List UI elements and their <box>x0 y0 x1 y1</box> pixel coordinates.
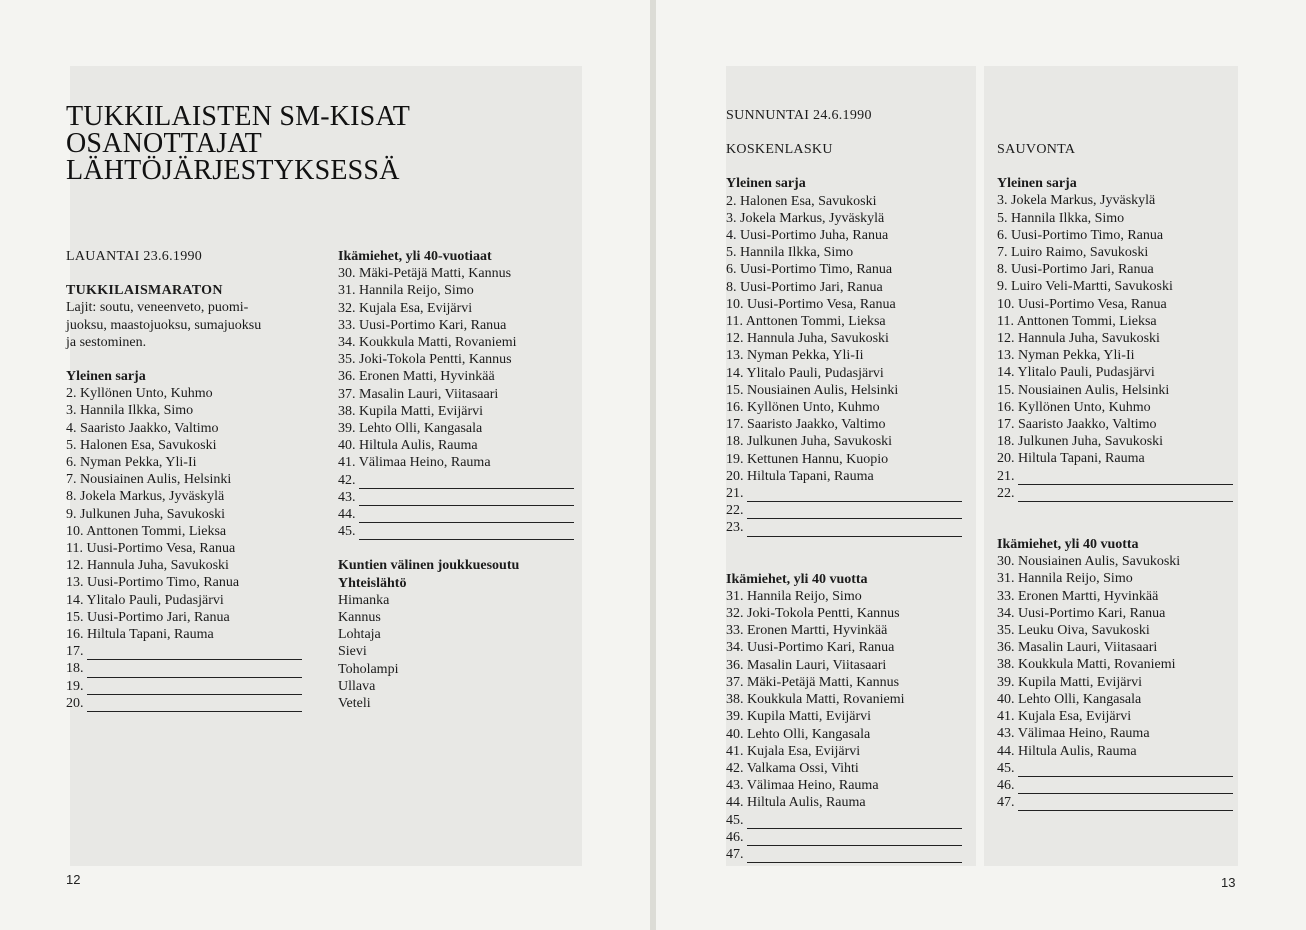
blank-line <box>1018 490 1233 502</box>
right-page <box>656 0 1306 930</box>
participant-entry: 6. Nyman Pekka, Yli-Ii <box>66 455 197 471</box>
event-description-line: ja sestominen. <box>66 334 147 350</box>
participant-entry: 14. Ylitalo Pauli, Pudasjärvi <box>997 365 1155 381</box>
participant-entry: 35. Joki-Tokola Pentti, Kannus <box>338 352 512 368</box>
participant-entry: 37. Mäki-Petäjä Matti, Kannus <box>726 674 900 690</box>
series-title: Yleinen sarja <box>997 176 1077 192</box>
team-entry: Lohtaja <box>338 627 381 643</box>
participant-entry: 40. Hiltula Aulis, Rauma <box>338 438 478 454</box>
participant-entry: 43. Välimaa Heino, Rauma <box>997 726 1150 742</box>
team-entry: Toholampi <box>338 661 399 677</box>
blank-entry <box>997 485 1242 502</box>
participant-entry: 36. Masalin Lauri, Viitasaari <box>997 640 1158 656</box>
series-title: Ikämiehet, yli 40 vuotta <box>726 571 868 587</box>
event-name: KOSKENLASKU <box>726 142 833 158</box>
participant-entry: 2. Kyllönen Unto, Kuhmo <box>66 386 213 402</box>
participant-entry: 20. Hiltula Tapani, Rauma <box>726 468 874 484</box>
series-title: Ikämiehet, yli 40-vuotiaat <box>338 249 492 264</box>
participant-entry: 15. Nousiainen Aulis, Helsinki <box>726 382 899 398</box>
blank-entry <box>997 794 1242 811</box>
participant-entry: 40. Lehto Olli, Kangasala <box>997 691 1142 707</box>
blank-number: 44. <box>338 507 356 523</box>
event-date: LAUANTAI 23.6.1990 <box>66 249 203 264</box>
participant-entry: 41. Kujala Esa, Evijärvi <box>997 709 1132 725</box>
title-line: LÄHTÖJÄRJESTYKSESSÄ <box>66 155 400 186</box>
participant-entry: 5. Hannila Ilkka, Simo <box>997 210 1125 226</box>
participant-entry: 12. Hannula Juha, Savukoski <box>66 558 229 574</box>
blank-entry <box>726 485 971 502</box>
participant-entry: 31. Hannila Reijo, Simo <box>726 588 862 604</box>
participant-entry: 9. Julkunen Juha, Savukoski <box>66 506 226 522</box>
blank-entry <box>997 760 1242 777</box>
blank-line <box>359 511 574 523</box>
participant-entry: 5. Halonen Esa, Savukoski <box>66 437 217 453</box>
team-entry: Veteli <box>338 696 371 712</box>
participant-entry: 2. Halonen Esa, Savukoski <box>726 193 877 209</box>
participant-entry: 34. Uusi-Portimo Kari, Ranua <box>726 640 895 656</box>
blank-number: 46. <box>997 777 1015 793</box>
participant-entry: 5. Hannila Ilkka, Simo <box>726 245 854 261</box>
participant-entry: 40. Lehto Olli, Kangasala <box>726 726 871 742</box>
participant-entry: 4. Uusi-Portimo Juha, Ranua <box>726 228 889 244</box>
blank-entry <box>66 695 316 712</box>
participant-entry: 39. Kupila Matti, Evijärvi <box>997 674 1143 690</box>
participant-entry: 18. Julkunen Juha, Savukoski <box>997 434 1164 450</box>
blank-entry <box>338 506 583 523</box>
participant-entry: 41. Kujala Esa, Evijärvi <box>726 743 861 759</box>
participant-entry: 43. Välimaa Heino, Rauma <box>726 778 879 794</box>
team-entry: Ullava <box>338 678 376 694</box>
participant-entry: 8. Uusi-Portimo Jari, Ranua <box>997 262 1154 278</box>
blank-line <box>359 528 574 540</box>
participant-entry: 13. Uusi-Portimo Timo, Ranua <box>66 575 240 591</box>
team-entry: Kannus <box>338 610 381 626</box>
blank-number: 20. <box>66 695 84 711</box>
senior-rowing-column <box>338 248 583 712</box>
blank-line <box>747 834 962 846</box>
team-event-title: Kuntien välinen joukkuesoutu <box>338 558 520 574</box>
participant-entry: 10. Uusi-Portimo Vesa, Ranua <box>726 296 896 312</box>
blank-line <box>1018 782 1233 794</box>
participant-entry: 33. Eronen Martti, Hyvinkää <box>997 588 1159 604</box>
blank-entry <box>726 502 971 519</box>
blank-number: 22. <box>997 485 1015 501</box>
participant-entry: 4. Saaristo Jaakko, Valtimo <box>66 420 219 436</box>
participant-entry: 38. Koukkula Matti, Rovaniemi <box>997 657 1176 673</box>
participant-entry: 38. Koukkula Matti, Rovaniemi <box>726 692 905 708</box>
blank-number: 19. <box>66 678 84 694</box>
saturday-marathon-column <box>66 248 316 712</box>
participant-entry: 33. Eronen Martti, Hyvinkää <box>726 623 888 639</box>
blank-line <box>1018 765 1233 777</box>
participant-entry: 3. Jokela Markus, Jyväskylä <box>726 210 885 226</box>
participant-entry: 34. Koukkula Matti, Rovaniemi <box>338 335 517 351</box>
participant-entry: 12. Hannula Juha, Savukoski <box>726 331 889 347</box>
participant-entry: 10. Uusi-Portimo Vesa, Ranua <box>997 296 1167 312</box>
participant-entry: 30. Nousiainen Aulis, Savukoski <box>997 554 1181 570</box>
team-entry: Sievi <box>338 644 367 660</box>
participant-entry: 32. Joki-Tokola Pentti, Kannus <box>726 606 900 622</box>
participant-entry: 36. Eronen Matti, Hyvinkää <box>338 369 495 385</box>
participant-entry: 20. Hiltula Tapani, Rauma <box>997 451 1145 467</box>
title-line: OSANOTTAJAT <box>66 128 262 159</box>
blank-line <box>87 700 302 712</box>
participant-entry: 33. Uusi-Portimo Kari, Ranua <box>338 317 507 333</box>
blank-number: 47. <box>997 795 1015 811</box>
blank-number: 21. <box>726 486 744 502</box>
participant-entry: 13. Nyman Pekka, Yli-Ii <box>726 348 864 364</box>
blank-line <box>1018 473 1233 485</box>
participant-entry: 14. Ylitalo Pauli, Pudasjärvi <box>66 592 224 608</box>
blank-number: 21. <box>997 468 1015 484</box>
blank-number: 46. <box>726 829 744 845</box>
blank-line <box>747 490 962 502</box>
participant-entry: 35. Leuku Oiva, Savukoski <box>997 623 1150 639</box>
participant-entry: 37. Masalin Lauri, Viitasaari <box>338 386 499 402</box>
participant-entry: 44. Hiltula Aulis, Rauma <box>726 795 866 811</box>
participant-entry: 17. Saaristo Jaakko, Valtimo <box>997 417 1157 433</box>
participant-entry: 10. Anttonen Tommi, Lieksa <box>66 523 227 539</box>
participant-entry: 6. Uusi-Portimo Timo, Ranua <box>997 227 1164 243</box>
participant-entry: 7. Luiro Raimo, Savukoski <box>997 245 1149 261</box>
participant-entry: 7. Nousiainen Aulis, Helsinki <box>66 472 232 488</box>
blank-number: 23. <box>726 520 744 536</box>
participant-entry: 18. Julkunen Juha, Savukoski <box>726 434 893 450</box>
blank-line <box>747 525 962 537</box>
blank-line <box>87 666 302 678</box>
page-number: 13 <box>1221 875 1236 890</box>
participant-entry: 42. Valkama Ossi, Vihti <box>726 760 859 776</box>
event-description-line: juoksu, maastojuoksu, sumajuoksu <box>66 317 262 333</box>
participant-entry: 39. Lehto Olli, Kangasala <box>338 421 483 437</box>
blank-line <box>1018 799 1233 811</box>
participant-entry: 11. Uusi-Portimo Vesa, Ranua <box>66 541 236 557</box>
blank-entry <box>726 846 971 863</box>
participant-entry: 39. Kupila Matti, Evijärvi <box>726 709 872 725</box>
participant-entry: 11. Anttonen Tommi, Lieksa <box>726 314 886 330</box>
blank-entry <box>997 468 1242 485</box>
participant-entry: 15. Nousiainen Aulis, Helsinki <box>997 382 1170 398</box>
participant-entry: 30. Mäki-Petäjä Matti, Kannus <box>338 266 512 282</box>
participant-entry: 14. Ylitalo Pauli, Pudasjärvi <box>726 365 884 381</box>
participant-entry: 31. Hannila Reijo, Simo <box>997 571 1133 587</box>
blank-entry <box>66 643 316 660</box>
participant-entry: 8. Jokela Markus, Jyväskylä <box>66 489 225 505</box>
participant-entry: 36. Masalin Lauri, Viitasaari <box>726 657 887 673</box>
left-page <box>0 0 650 930</box>
team-event-subtitle: Yhteislähtö <box>338 575 407 591</box>
blank-entry <box>338 523 583 540</box>
blank-number: 17. <box>66 644 84 660</box>
sunday-rafting-column <box>726 107 971 863</box>
series-title: Yleinen sarja <box>726 176 806 192</box>
blank-entry <box>66 660 316 677</box>
event-description-line: Lajit: soutu, veneenveto, puomi- <box>66 300 249 316</box>
page-title <box>66 103 410 184</box>
participant-entry: 32. Kujala Esa, Evijärvi <box>338 300 473 316</box>
participant-entry: 44. Hiltula Aulis, Rauma <box>997 743 1137 759</box>
participant-entry: 19. Kettunen Hannu, Kuopio <box>726 451 889 467</box>
blank-line <box>747 851 962 863</box>
blank-number: 45. <box>997 760 1015 776</box>
participant-entry: 13. Nyman Pekka, Yli-Ii <box>997 348 1135 364</box>
event-name: SAUVONTA <box>997 142 1076 157</box>
blank-number: 43. <box>338 489 356 505</box>
participant-entry: 17. Saaristo Jaakko, Valtimo <box>726 417 886 433</box>
blank-line <box>87 683 302 695</box>
participant-entry: 3. Hannila Ilkka, Simo <box>66 403 194 419</box>
blank-line <box>747 507 962 519</box>
blank-number: 45. <box>726 812 744 828</box>
title-line: TUKKILAISTEN SM-KISAT <box>66 101 411 132</box>
participant-entry: 31. Hannila Reijo, Simo <box>338 283 474 299</box>
event-date: SUNNUNTAI 24.6.1990 <box>726 108 872 123</box>
blank-line <box>359 494 574 506</box>
participant-entry: 16. Hiltula Tapani, Rauma <box>66 627 214 643</box>
blank-number: 18. <box>66 661 84 677</box>
participant-entry: 16. Kyllönen Unto, Kuhmo <box>726 400 880 416</box>
participant-entry: 9. Luiro Veli-Martti, Savukoski <box>997 279 1173 295</box>
series-title: Yleinen sarja <box>66 369 146 385</box>
participant-entry: 11. Anttonen Tommi, Lieksa <box>997 313 1157 329</box>
blank-entry <box>726 519 971 536</box>
blank-entry <box>726 829 971 846</box>
team-entry: Himanka <box>338 592 390 608</box>
blank-entry <box>66 678 316 695</box>
event-name: TUKKILAISMARATON <box>66 283 223 299</box>
participant-entry: 12. Hannula Juha, Savukoski <box>997 331 1160 347</box>
blank-number: 45. <box>338 524 356 540</box>
blank-line <box>87 648 302 660</box>
blank-entry <box>726 812 971 829</box>
page-number: 12 <box>66 872 81 887</box>
participant-entry: 38. Kupila Matti, Evijärvi <box>338 403 484 419</box>
series-title: Ikämiehet, yli 40 vuotta <box>997 537 1139 553</box>
participant-entry: 34. Uusi-Portimo Kari, Ranua <box>997 605 1166 621</box>
blank-number: 22. <box>726 503 744 519</box>
blank-number: 42. <box>338 472 356 488</box>
participant-entry: 3. Jokela Markus, Jyväskylä <box>997 193 1156 209</box>
blank-entry <box>997 777 1242 794</box>
participant-entry: 41. Välimaa Heino, Rauma <box>338 455 491 471</box>
participant-entry: 15. Uusi-Portimo Jari, Ranua <box>66 609 230 625</box>
participant-entry: 6. Uusi-Portimo Timo, Ranua <box>726 262 893 278</box>
participant-entry: 8. Uusi-Portimo Jari, Ranua <box>726 279 883 295</box>
blank-number: 47. <box>726 846 744 862</box>
blank-line <box>747 817 962 829</box>
blank-entry <box>338 472 583 489</box>
blank-line <box>359 477 574 489</box>
blank-entry <box>338 489 583 506</box>
pole-vault-column <box>997 141 1242 811</box>
participant-entry: 16. Kyllönen Unto, Kuhmo <box>997 399 1151 415</box>
